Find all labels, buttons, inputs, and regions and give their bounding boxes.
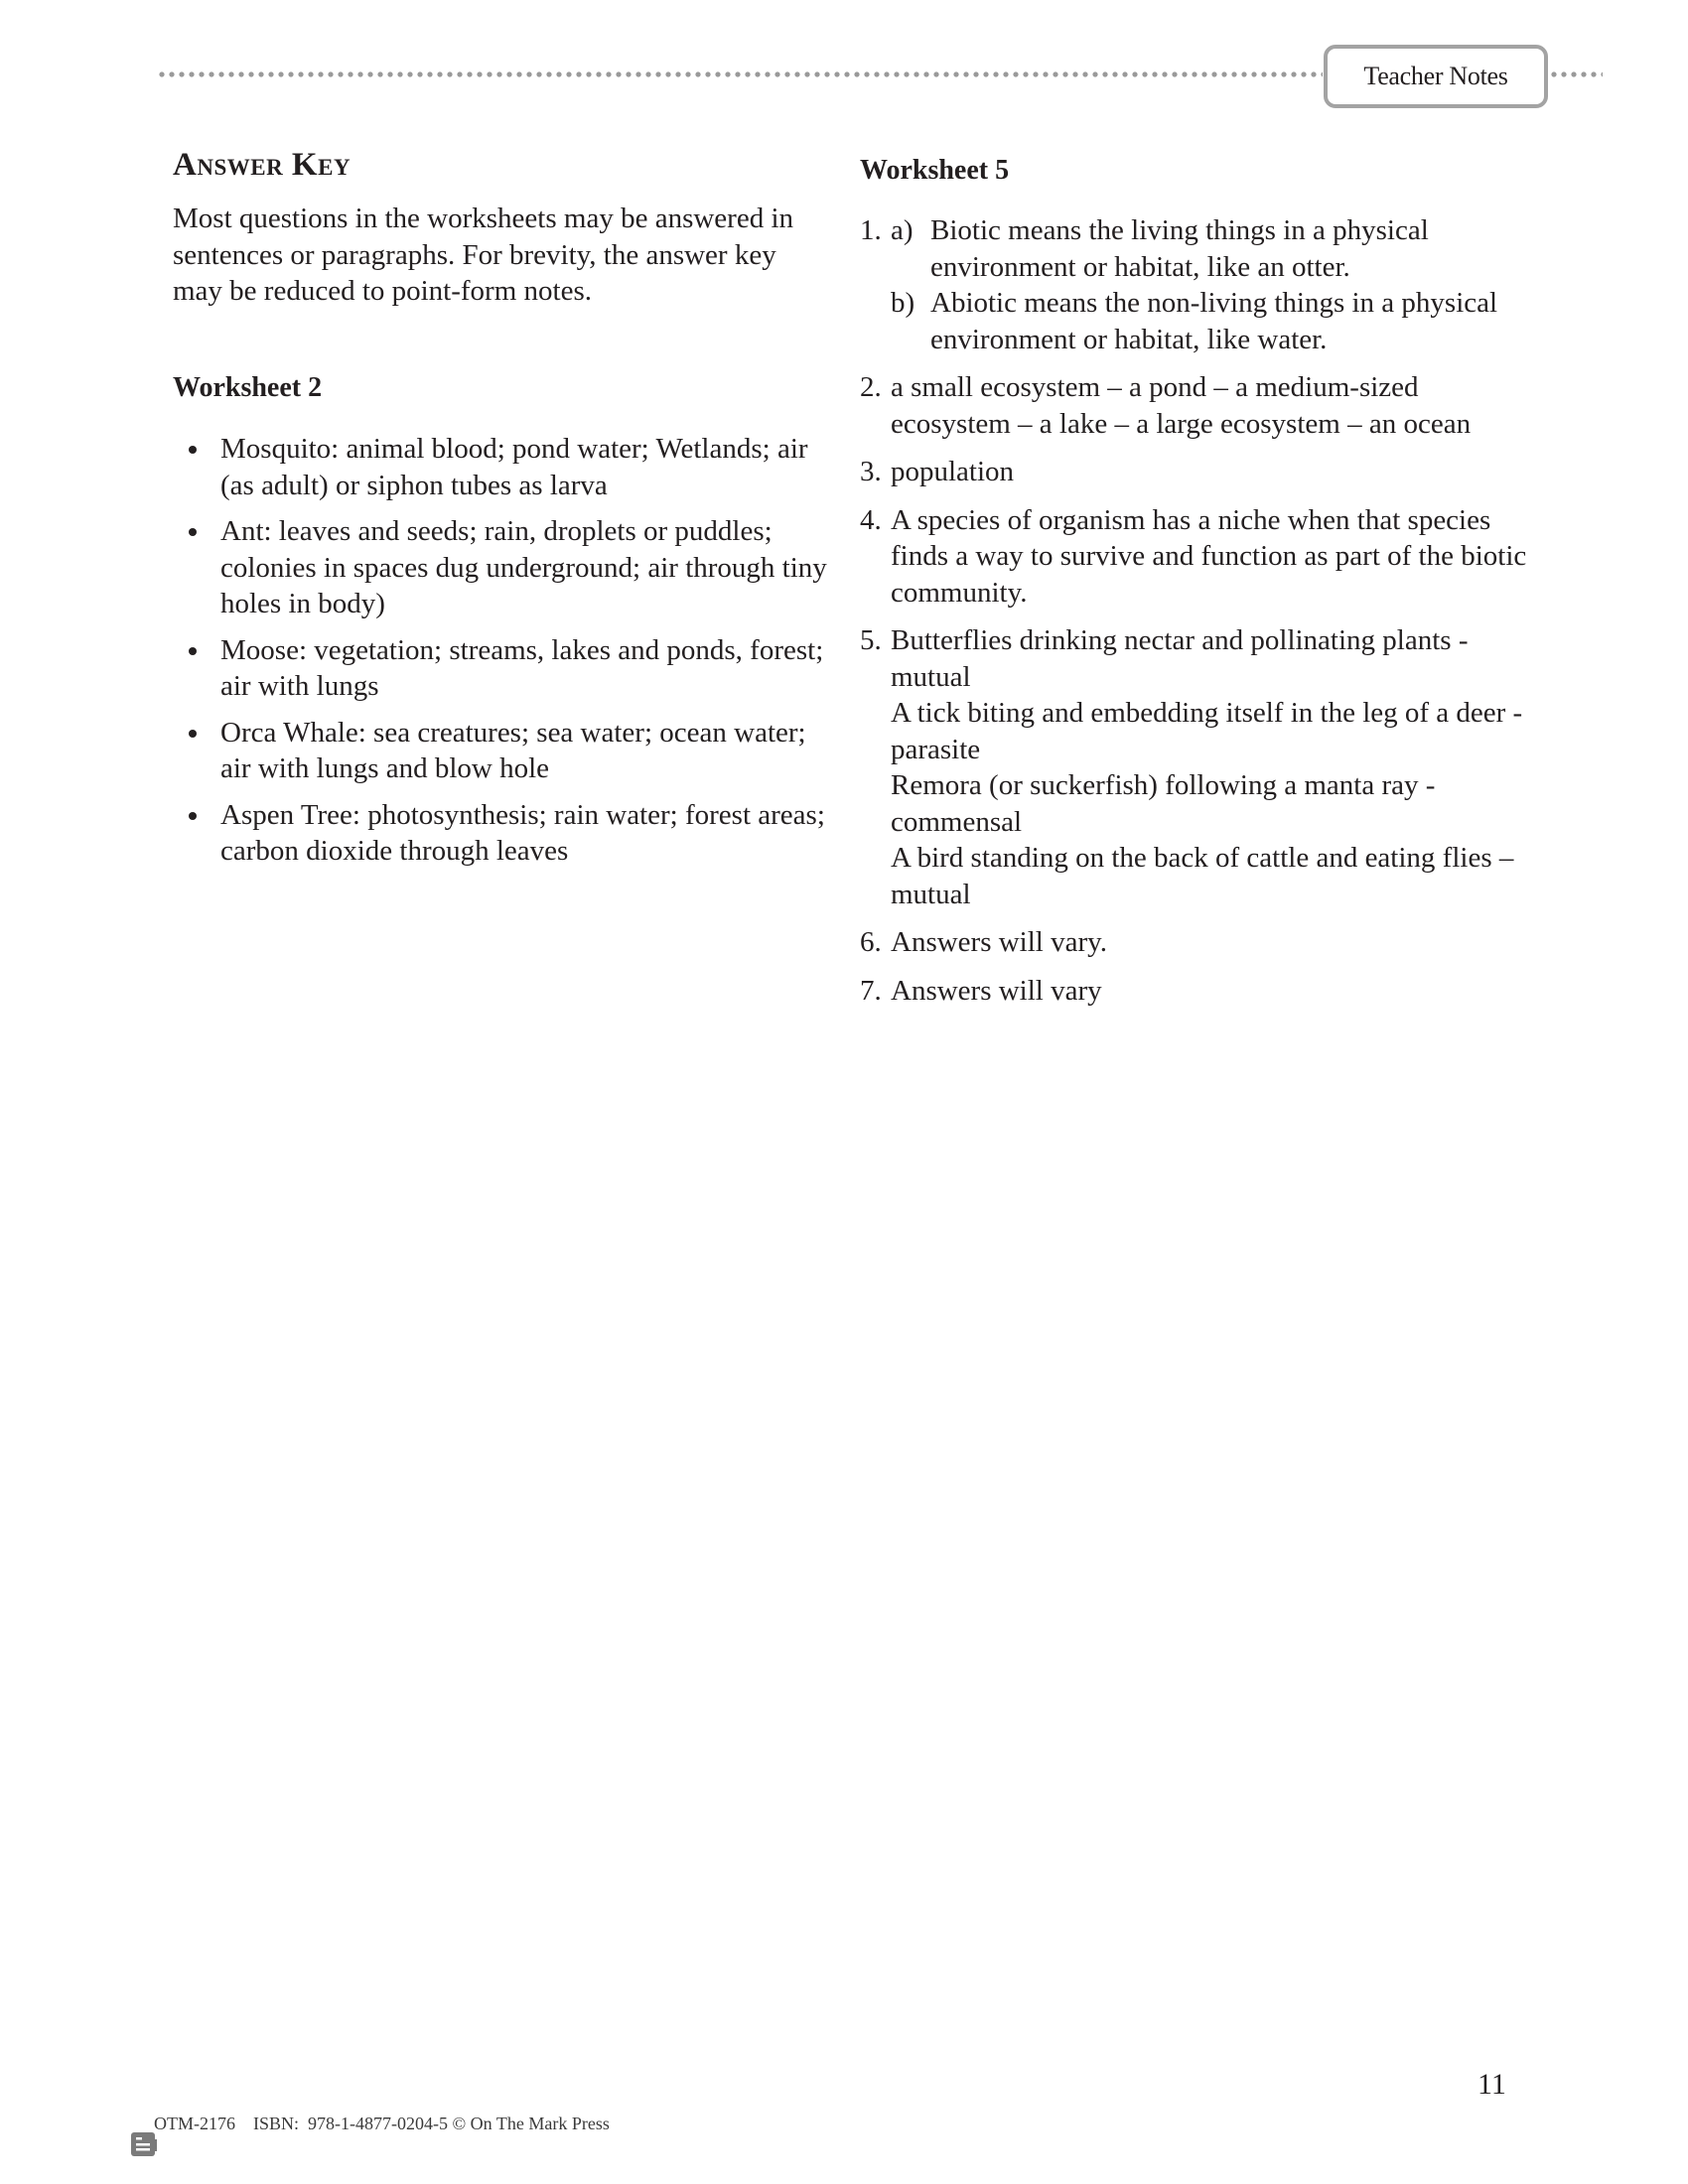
answer-number: 1. — [860, 214, 882, 246]
answer-text: A species of organism has a niche when that species finds a way to survive and function as part of the biotic community. — [891, 503, 1527, 609]
list-item-text: Moose: vegetation; streams, lakes and ponds, forest; air with lungs — [220, 633, 824, 702]
page-number: 11 — [1477, 2068, 1506, 2101]
bullet-icon — [189, 812, 197, 820]
teacher-notes-tab — [1324, 45, 1548, 108]
bullet-icon — [189, 528, 197, 536]
bullet-icon — [189, 446, 197, 454]
product-code: OTM-2176 — [154, 2113, 235, 2133]
footer — [112, 2108, 610, 2139]
answer-key-intro: Most questions in the worksheets may be answered in sentences or paragraphs. For brevity, the answer key may be reduced to point-form notes. — [173, 203, 794, 307]
answer-text: Answers will vary. — [891, 926, 1107, 958]
answer-line: A bird standing on the back of cattle and eating flies – mutual — [891, 842, 1514, 910]
answer-item-6 — [860, 924, 1535, 961]
sub-answer-text: Biotic means the living things in a physical environment or habitat, like an otter. — [930, 214, 1429, 283]
answer-item-7 — [860, 973, 1535, 1010]
answer-text: Answers will vary — [891, 974, 1102, 1007]
worksheet-5-list — [860, 212, 1535, 1021]
isbn: ISBN: 978-1-4877-0204-5 — [253, 2113, 448, 2133]
sub-answer-label: b) — [891, 287, 915, 319]
list-item — [173, 431, 828, 503]
answer-number: 4. — [860, 503, 882, 536]
worksheet-2-heading: Worksheet 2 — [173, 372, 323, 403]
answer-key-heading: Answer Key — [173, 147, 352, 183]
answer-line: Butterflies drinking nectar and pollinating plants - mutual — [891, 624, 1469, 693]
list-item-text: Mosquito: animal blood; pond water; Wetlands; air (as adult) or siphon tubes as larva — [220, 433, 808, 501]
list-item-text: Aspen Tree: photosynthesis; rain water; forest areas; carbon dioxide through leaves — [220, 798, 825, 867]
answer-number: 5. — [860, 624, 882, 656]
sub-answer-text: Abiotic means the non-living things in a physical environment or habitat, like water. — [930, 287, 1498, 355]
header-dotted-rule-right — [1551, 71, 1603, 77]
list-item — [173, 513, 828, 622]
list-item — [173, 715, 828, 787]
worksheet-2-list — [173, 431, 828, 880]
answer-item-1 — [860, 212, 1535, 357]
answer-item-2 — [860, 369, 1535, 442]
list-item-text: Orca Whale: sea creatures; sea water; ocean water; air with lungs and blow hole — [220, 716, 806, 784]
bullet-icon — [189, 647, 197, 655]
list-item — [173, 797, 828, 870]
sub-answer-b — [891, 285, 1535, 357]
sub-answer-label: a) — [891, 214, 914, 246]
answer-line: A tick biting and embedding itself in the leg of a deer - parasite — [891, 697, 1523, 765]
worksheet-5-heading: Worksheet 5 — [860, 155, 1010, 186]
answer-item-5 — [860, 622, 1535, 912]
answer-number: 6. — [860, 926, 882, 958]
answer-number: 3. — [860, 456, 882, 487]
list-item — [173, 632, 828, 705]
list-item-text: Ant: leaves and seeds; rain, droplets or puddles; colonies in spaces dug underground; air through tiny holes in body) — [220, 515, 827, 619]
book-logo-icon — [112, 2110, 140, 2137]
answer-item-3 — [860, 454, 1535, 490]
header-dotted-rule-left — [159, 71, 1323, 77]
copyright: © On The Mark Press — [452, 2113, 610, 2133]
answer-text: population — [891, 456, 1015, 487]
answer-number: 2. — [860, 371, 882, 403]
answer-line: Remora (or suckerfish) following a manta ray - commensal — [891, 769, 1436, 838]
teacher-notes-label: Teacher Notes — [1363, 62, 1508, 90]
sub-answer-a — [891, 212, 1535, 285]
bullet-icon — [189, 730, 197, 738]
answer-item-4 — [860, 502, 1535, 612]
answer-number: 7. — [860, 974, 882, 1007]
answer-text: a small ecosystem – a pond – a medium-sized ecosystem – a lake – a large ecosystem – an ocean — [891, 371, 1472, 440]
